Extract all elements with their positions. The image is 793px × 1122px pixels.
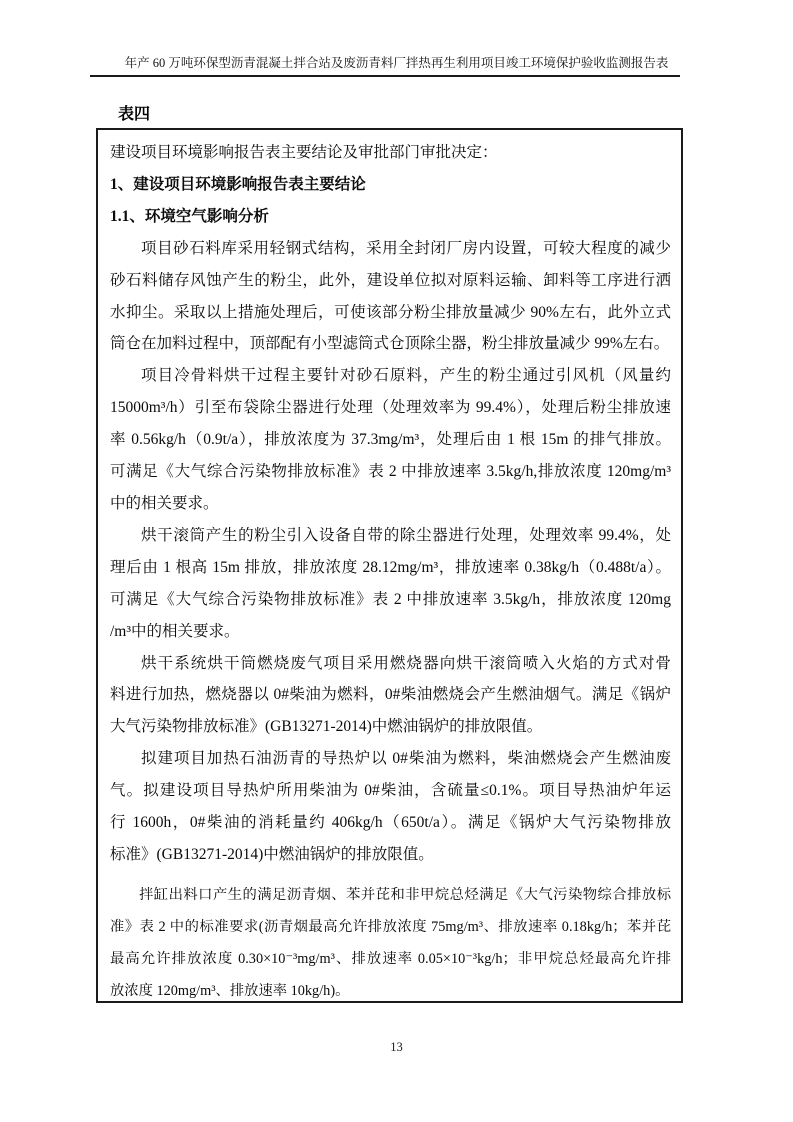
paragraph-line: 准》表 2 中的标准要求(沥青烟最高允许排放浓度 75mg/m³、排放速率 0.18kg/h；苯并芘 <box>110 918 671 935</box>
paragraph <box>110 233 671 361</box>
paragraphs-container <box>110 233 671 1008</box>
paragraph-line: 项目冷骨料烘干过程主要针对砂石原料，产生的粉尘通过引风机（风量约 <box>141 367 671 385</box>
paragraph-line: 行 1600h，0#柴油的消耗量约 406kg/h（650t/a）。满足《锅炉大气污染物排放 <box>110 814 671 832</box>
page-number: 13 <box>390 1040 403 1054</box>
paragraph-line: 可满足《大气综合污染物排放标准》表 2 中排放速率 3.5kg/h，排放浓度 120mg <box>110 590 671 608</box>
heading-air-impact-analysis: 1.1、环境空气影响分析 <box>110 207 269 225</box>
paragraph-line: 最高允许排放浓度 0.30×10⁻³mg/m³、排放速率 0.05×10⁻³kg/h；非甲烷总烃最高允许排 <box>110 950 671 967</box>
paragraph <box>110 743 671 871</box>
paragraph-line: 料进行加热，燃烧器以 0#柴油为燃料，0#柴油燃烧会产生燃油烟气。满足《锅炉 <box>110 686 671 704</box>
paragraph-line: 烘干系统烘干筒燃烧废气项目采用燃烧器向烘干滚筒喷入火焰的方式对骨 <box>141 654 671 672</box>
paragraph-line: 可满足《大气综合污染物排放标准》表 2 中排放速率 3.5kg/h,排放浓度 120mg/m³ <box>110 463 671 481</box>
paragraph-line: 大气污染物排放标准》(GB13271-2014)中燃油锅炉的排放限值。 <box>110 718 543 736</box>
paragraph-line: 项目砂石料库采用轻钢式结构，采用全封闭厂房内设置，可较大程度的减少 <box>141 239 671 257</box>
paragraph <box>110 360 671 520</box>
paragraph-line: 水抑尘。采取以上措施处理后，可使该部分粉尘排放量减少 90%左右，此外立式 <box>110 303 671 321</box>
report-header-title: 年产 60 万吨环保型沥青混凝土拌合站及废沥青料厂拌热再生利用项目竣工环境保护验收监测报告表 <box>124 56 669 70</box>
paragraph-line: 拟建项目加热石油沥青的导热炉以 0#柴油为燃料，柴油燃烧会产生燃油废 <box>141 750 671 768</box>
paragraph-line: 砂石料储存风蚀产生的粉尘，此外，建设单位拟对原料运输、卸料等工序进行洒 <box>110 271 671 289</box>
paragraph-line: 率 0.56kg/h（0.9t/a），排放浓度为 37.3mg/m³，处理后由 1 根 15m 的排气排放。 <box>110 431 671 449</box>
paragraph-line: 气。拟建设项目导热炉所用柴油为 0#柴油，含硫量≤0.1%。项目导热油炉年运 <box>110 782 671 800</box>
paragraph-line: 放浓度 120mg/m³、排放速率 10kg/h)。 <box>110 982 350 999</box>
paragraph-line: 筒仓在加料过程中，顶部配有小型滤筒式仓顶除尘器，粉尘排放量减少 99%左右。 <box>110 335 670 353</box>
paragraph-line: /m³中的相关要求。 <box>110 622 240 640</box>
paragraph <box>110 648 671 744</box>
paragraph <box>110 520 671 648</box>
paragraph <box>110 880 671 1008</box>
paragraph-line: 拌缸出料口产生的满足沥青烟、苯并芘和非甲烷总烃满足《大气污染物综合排放标 <box>139 886 671 903</box>
paragraph-line: 标准》(GB13271-2014)中燃油锅炉的排放限值。 <box>110 845 434 863</box>
paragraph-line: 理后由 1 根高 15m 排放，排放浓度 28.12mg/m³，排放速率 0.38kg/h（0.488t/a）。 <box>110 558 671 576</box>
paragraph-line: 中的相关要求。 <box>110 494 219 512</box>
table-four-content-box <box>96 128 683 1003</box>
table-four-label: 表四 <box>118 106 151 123</box>
section-intro-line: 建设项目环境影响报告表主要结论及审批部门审批决定： <box>110 144 498 161</box>
paragraph-line: 15000m³/h）引至布袋除尘器进行处理（处理效率为 99.4%），处理后粉尘排放速 <box>110 399 671 417</box>
paragraph-line: 烘干滚筒产生的粉尘引入设备自带的除尘器进行处理，处理效率 99.4%，处 <box>141 526 671 544</box>
heading-main-conclusion: 1、建设项目环境影响报告表主要结论 <box>110 175 366 193</box>
header-divider <box>90 75 680 77</box>
